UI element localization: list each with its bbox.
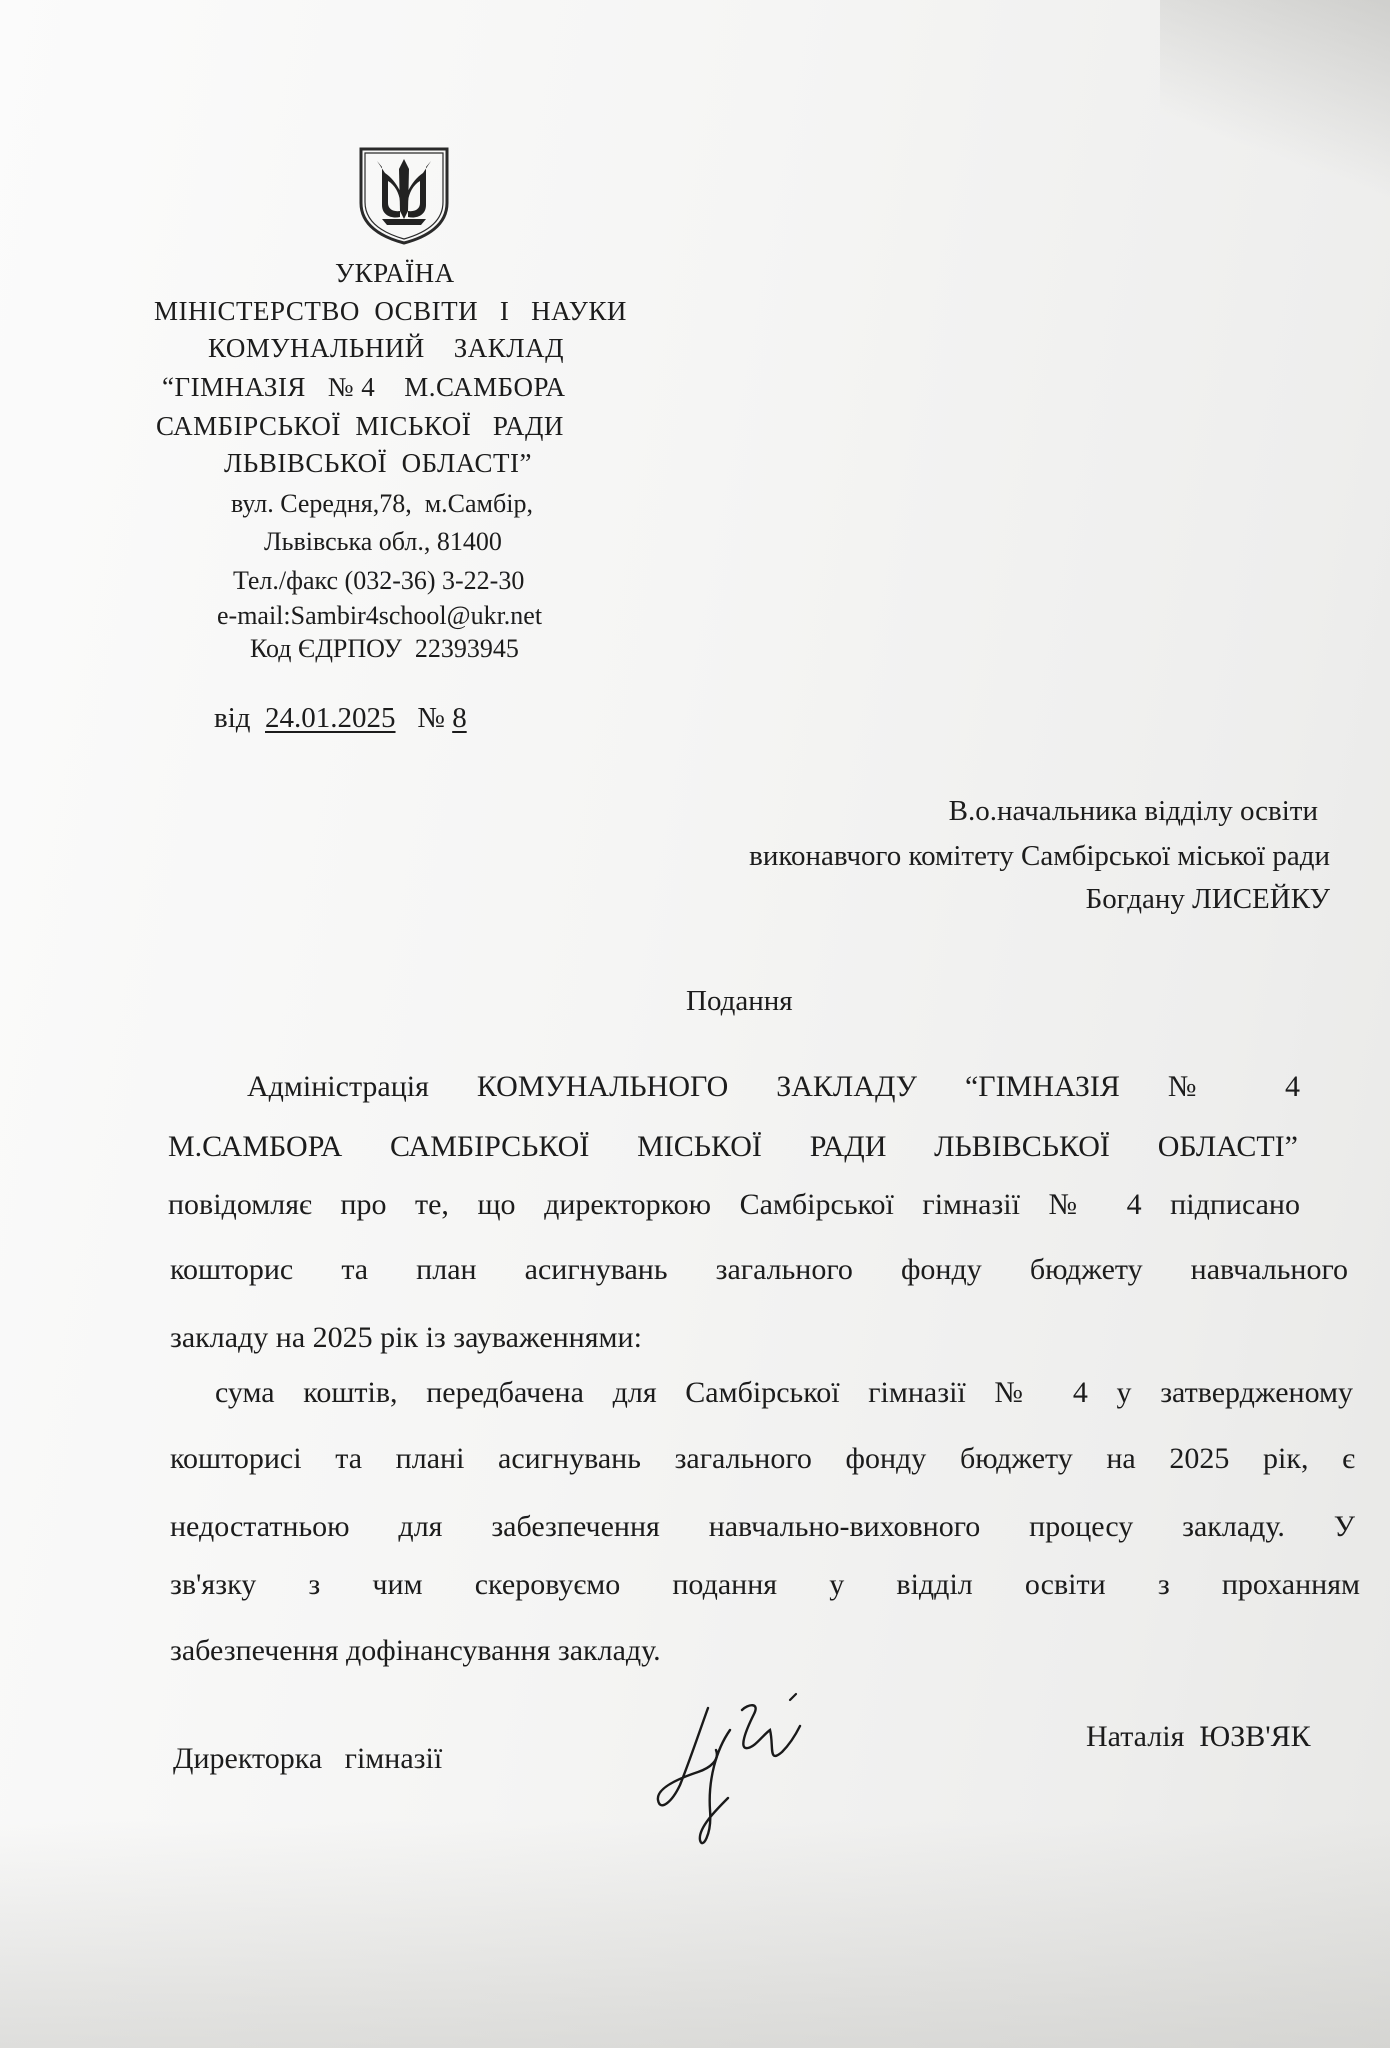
letterhead-country: УКРАЇНА xyxy=(335,258,455,288)
body-line: Адміністрація КОМУНАЛЬНОГО ЗАКЛАДУ “ГІМНАЗІЯ № 4 xyxy=(247,1070,1300,1103)
reference-from-label: від xyxy=(214,702,251,734)
letterhead-name-line1: “ГІМНАЗІЯ № 4 М.САМБОРА xyxy=(162,372,566,402)
reference-number: 8 xyxy=(452,702,467,734)
letterhead-name-line3: ЛЬВІВСЬКОЇ ОБЛАСТІ” xyxy=(224,448,532,478)
addressee-line2: виконавчого комітету Самбірської міської ради xyxy=(749,840,1330,872)
letterhead-phone: Тел./факс (032-36) 3-22-30 xyxy=(233,566,525,595)
letterhead-edrpou: Код ЄДРПОУ 22393945 xyxy=(250,634,519,663)
body-line: повідомляє про те, що директоркою Самбірської гімназії № 4 підписано xyxy=(168,1188,1300,1221)
body-line: кошторис та план асигнувань загального фонду бюджету навчального xyxy=(170,1253,1348,1286)
letterhead-address-line1: вул. Середня,78, м.Самбір, xyxy=(231,489,533,518)
body-line: забезпечення дофінансування закладу. xyxy=(170,1634,661,1667)
body-line: сума коштів, передбачена для Самбірської гімназії № 4 у затвердженому xyxy=(215,1376,1353,1409)
letterhead-email: e-mail:Sambir4school@ukr.net xyxy=(217,601,543,630)
body-line: зв'язку з чим скеровуємо подання у відділ освіти з проханням xyxy=(170,1568,1360,1601)
letterhead-name-line2: САМБІРСЬКОЇ МІСЬКОЇ РАДИ xyxy=(156,411,564,441)
letterhead-ministry: МІНІСТЕРСТВО ОСВІТИ І НАУКИ xyxy=(154,296,627,326)
coat-of-arms-icon xyxy=(355,145,453,245)
reference-number-label: № xyxy=(417,702,445,734)
document-title: Подання xyxy=(686,985,793,1017)
letterhead-institution-type: КОМУНАЛЬНИЙ ЗАКЛАД xyxy=(208,333,565,363)
addressee-line3: Богдану ЛИСЕЙКУ xyxy=(1085,883,1330,915)
page-shadow-top xyxy=(1160,0,1390,200)
addressee-line1: В.о.начальника відділу освіти xyxy=(948,795,1318,827)
letterhead-address-line2: Львівська обл., 81400 xyxy=(264,527,502,556)
handwritten-signature xyxy=(650,1690,810,1860)
reference-date: 24.01.2025 xyxy=(265,702,396,734)
reference-line xyxy=(214,702,467,735)
signatory-role: Директорка гімназії xyxy=(173,1742,443,1775)
signatory-name: Наталія ЮЗВ'ЯК xyxy=(1086,1720,1311,1753)
body-line: недостатньою для забезпечення навчально-виховного процесу закладу. У xyxy=(170,1510,1355,1543)
body-line: закладу на 2025 рік із зауваженнями: xyxy=(170,1321,642,1354)
body-line: кошторисі та плані асигнувань загального фонду бюджету на 2025 рік, є xyxy=(170,1442,1355,1475)
body-line: М.САМБОРА САМБІРСЬКОЇ МІСЬКОЇ РАДИ ЛЬВІВСЬКОЇ ОБЛАСТІ” xyxy=(168,1130,1298,1163)
